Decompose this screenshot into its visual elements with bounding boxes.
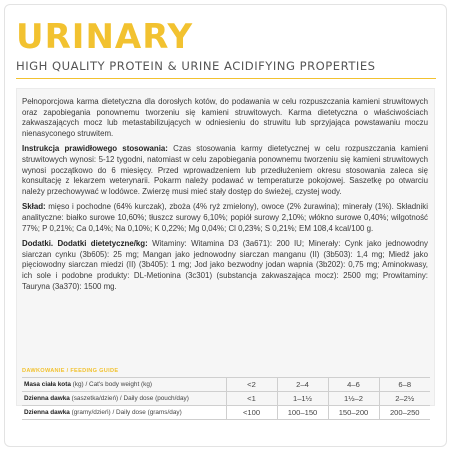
row-label xyxy=(22,378,226,392)
table-cell: <100 xyxy=(226,406,277,420)
instructions-label: Instrukcja prawidłowego stosowania: xyxy=(22,144,168,154)
row-label-bold: Dzienna dawka xyxy=(24,409,70,416)
instructions-text: Czas stosowania karmy dietetycznej w celu rozpuszczania kamieni struwitowych wynosi: 5-12 tygodni, natomiast w celu zapobiegania ponownemu tworzeniu się kamieni struwitowych wynosi początkowo do 6 miesięcy. Przed wprowadzeniem lub przedłużeniem okresu stosowania zaleca się konsultację z lekarzem weterynarii. Pokarm należy podawać w temperaturze pokojowej. Saszetkę po otwarciu należy przechowywać w lodówce. Zwierzę musi mieć stały dostęp do świeżej, czystej wody. xyxy=(22,144,428,196)
product-title: URINARY xyxy=(16,17,194,57)
feeding-guide-title: DAWKOWANIE / FEEDING GUIDE xyxy=(22,368,119,374)
table-cell: <2 xyxy=(226,378,277,392)
table-cell: 2–4 xyxy=(277,378,328,392)
table-cell: 6–8 xyxy=(379,378,430,392)
product-description xyxy=(22,97,428,297)
composition-text: mięso i pochodne (64% kurczak), zboża (4% ryż zmielony), owoce (2% żurawina); minerały (1%). Składniki analityczne: białko surowe 10,60%; tłuszcz surowy 6,10%; popiół surowy 2,10%; włókno surowe 0,40%; wilgotność 77%; P 0,21%; Ca 0,14%; Na 0,10%; K 0,22%; Mg 0,04%; Cl 0,23%; S 0,21%; EM 108,4 kcal/100 g. xyxy=(22,202,428,233)
table-cell: 100–150 xyxy=(277,406,328,420)
product-subtitle: HIGH QUALITY PROTEIN & URINE ACIDIFYING PROPERTIES xyxy=(16,59,376,73)
row-label-bold: Masa ciała kota xyxy=(24,381,71,388)
table-cell: 1–1½ xyxy=(277,392,328,406)
additives-label: Dodatki. Dodatki dietetyczne/kg: xyxy=(22,239,148,249)
row-label xyxy=(22,406,226,420)
intro-paragraph: Pełnoporcjowa karma dietetyczna dla dorosłych kotów, do podawania w celu rozpuszczania kamieni struwitowych oraz zapobiegania ponownemu tworzeniu się kamieni struwitowych. Karma dietetyczna o właściwościach zakwaszających mocz lub metastabilizujących w odniesieniu do struwitu lub sprzyjająca powstawaniu moczu nienasyconego struwitem. xyxy=(22,97,428,138)
table-cell: <1 xyxy=(226,392,277,406)
table-cell: 1½–2 xyxy=(328,392,379,406)
table-row xyxy=(22,406,430,420)
table-row xyxy=(22,378,430,392)
additives-paragraph xyxy=(22,239,428,292)
feeding-guide xyxy=(22,368,430,420)
table-row xyxy=(22,392,430,406)
row-label xyxy=(22,392,226,406)
row-label-rest: (gramy/dzień) / Daily dose (grams/day) xyxy=(69,409,182,416)
additives-text: Witaminy: Witamina D3 (3a671): 200 IU; Minerały: Cynk jako jednowodny siarczan cynku (3b605): 25 mg; Mangan jako jednowodny siarczan manganu (II) (3b503): 1,4 mg; Miedź jako pięciowodny siarczan miedzi (II) (3b405): 1 mg; Jod jako bezwodny jodan wapnia (3b202): 0,75 mg; Aminokwasy, ich sole i podobne produkty: DL-Metionina (3c301) (substancja zakwaszająca mocz): 2500 mg; Prowitaminy: Tauryna (3a370): 1500 mg. xyxy=(22,239,428,291)
table-cell: 2–2½ xyxy=(379,392,430,406)
row-label-rest: (kg) / Cat's body weight (kg) xyxy=(70,381,153,388)
title-divider xyxy=(16,78,436,79)
composition-paragraph xyxy=(22,202,428,234)
table-cell: 150–200 xyxy=(328,406,379,420)
table-cell: 200–250 xyxy=(379,406,430,420)
row-label-rest: (saszetka/dzień) / Daily dose (pouch/day) xyxy=(69,395,189,402)
composition-label: Skład: xyxy=(22,202,46,212)
table-cell: 4–6 xyxy=(328,378,379,392)
row-label-bold: Dzienna dawka xyxy=(24,395,70,402)
instructions-paragraph xyxy=(22,144,428,197)
feeding-table xyxy=(22,377,430,420)
